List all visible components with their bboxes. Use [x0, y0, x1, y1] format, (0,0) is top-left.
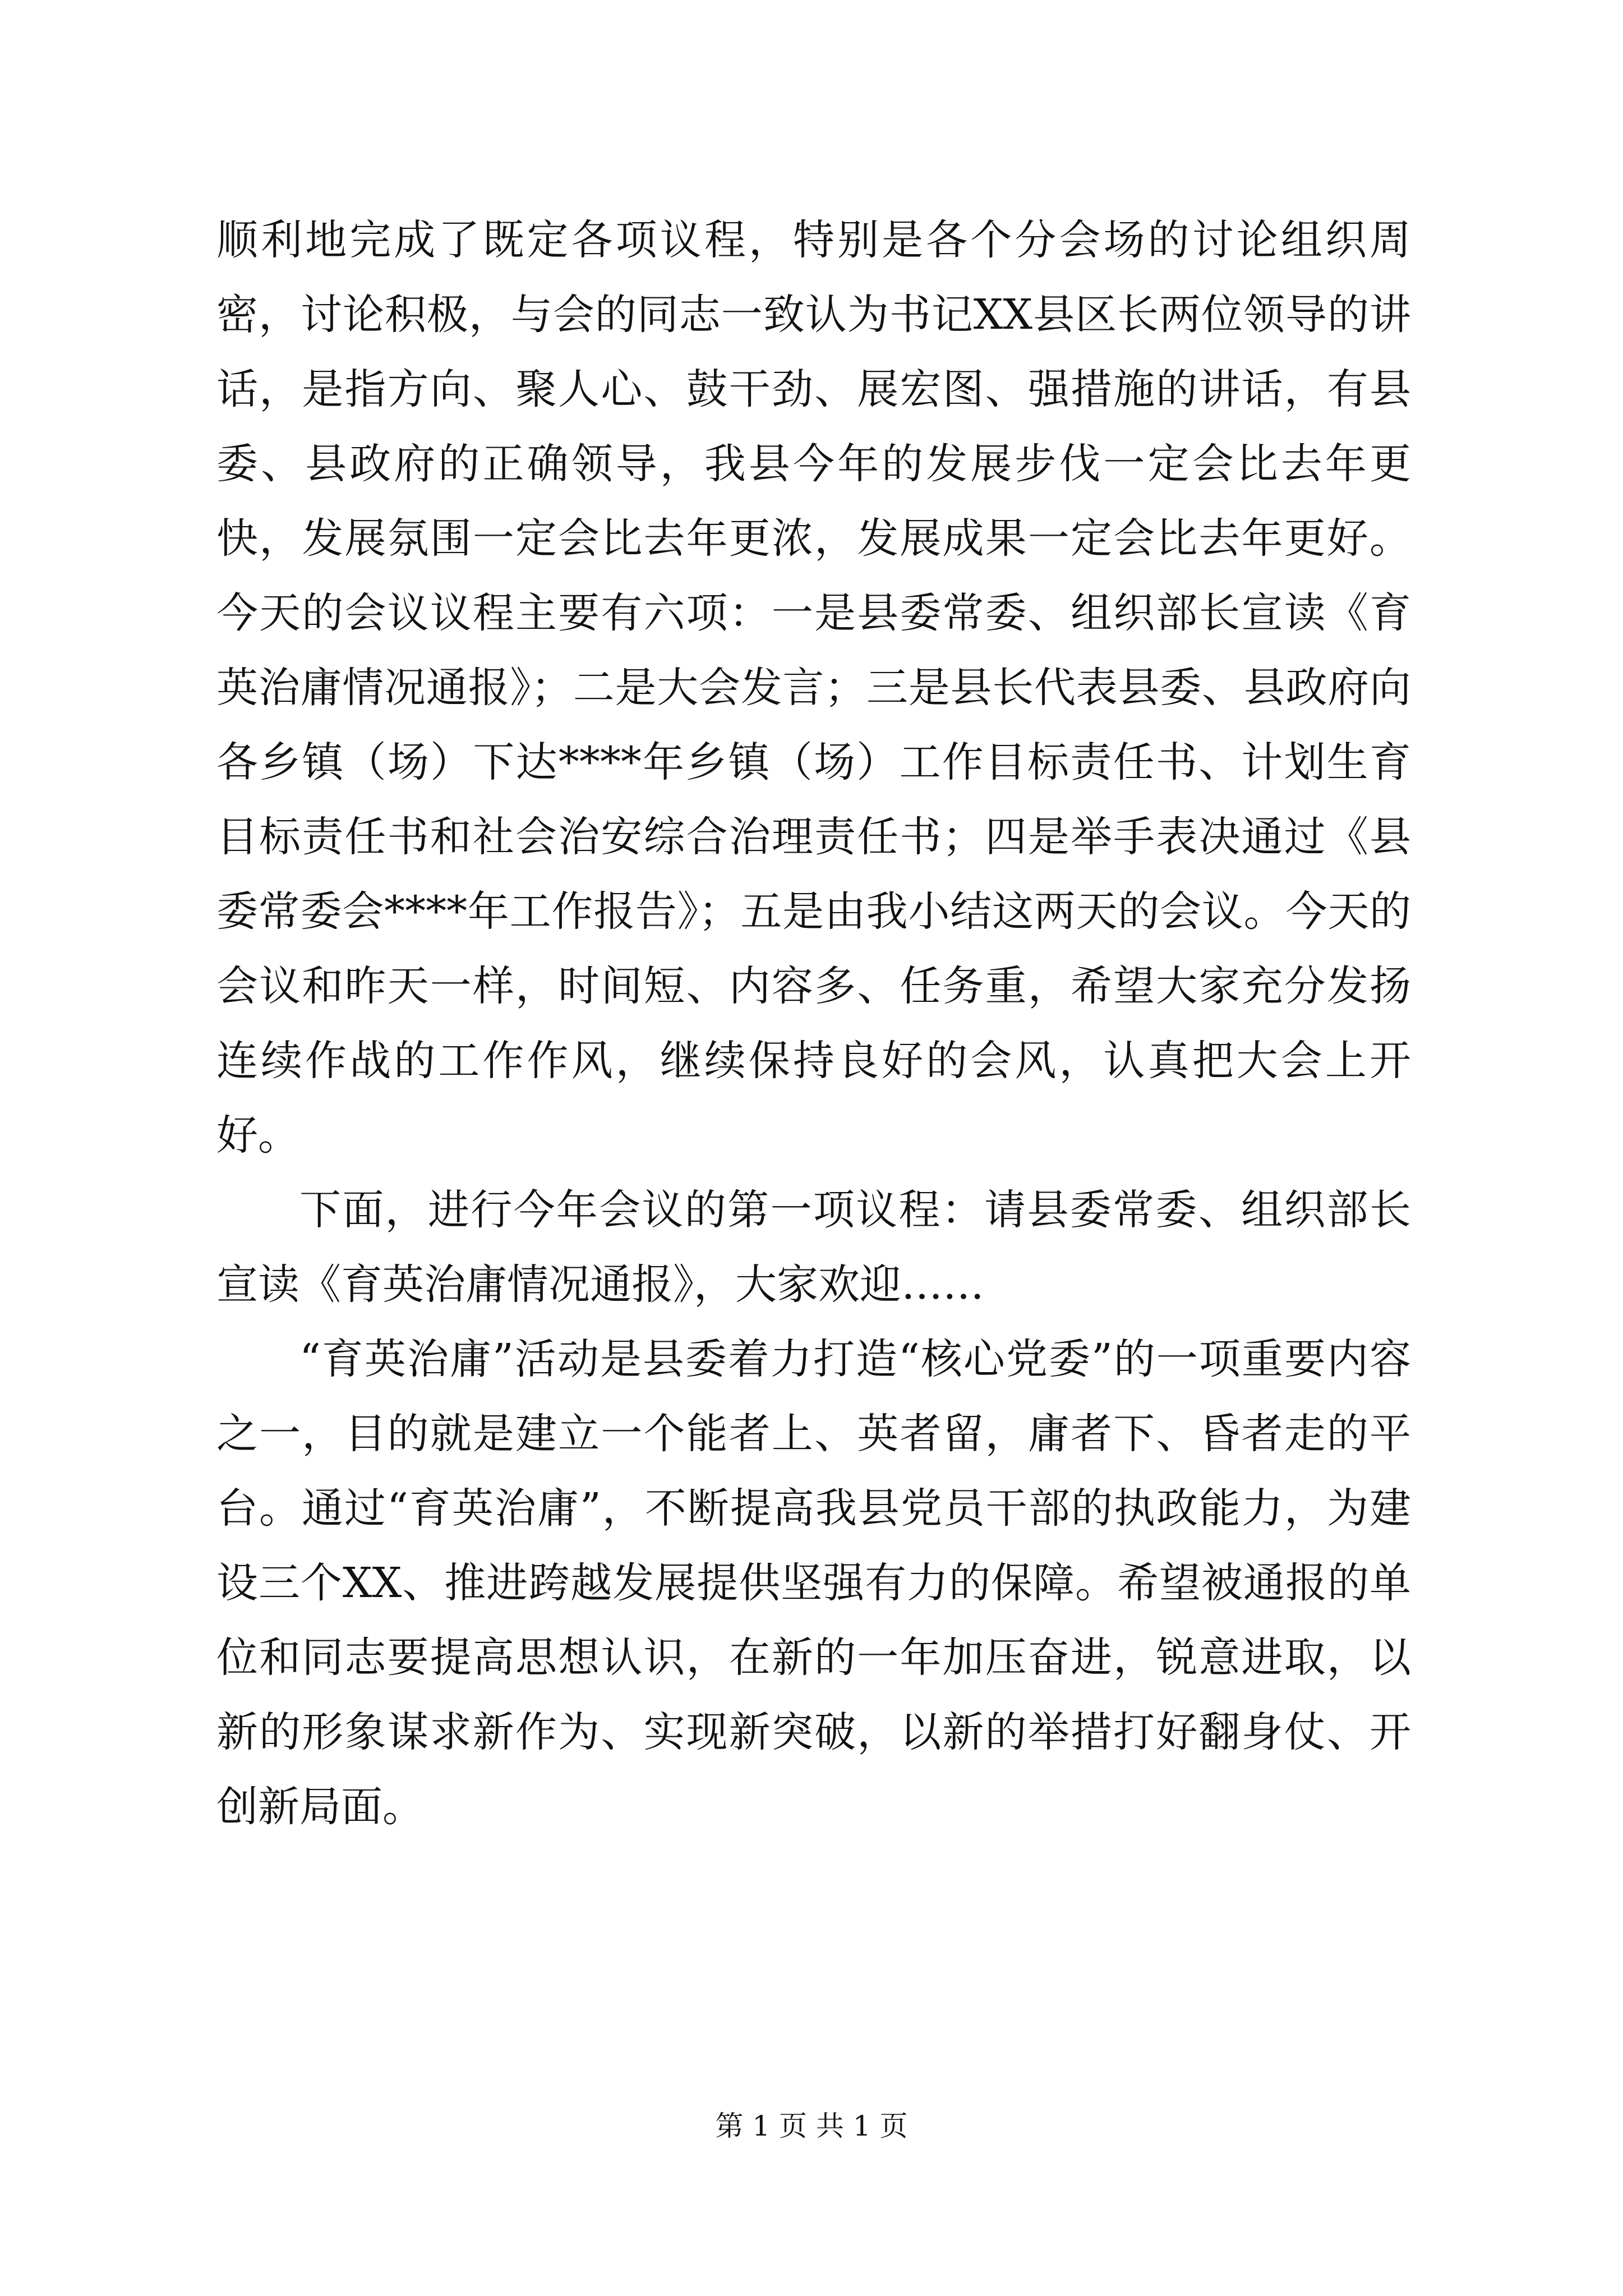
document-body — [216, 203, 1411, 1844]
paragraph-2: 下面，进行今年会议的第一项议程：请县委常委、组织部长宣读《育英治庸情况通报》，大家欢迎…… — [216, 1186, 1411, 1309]
paragraph-1: 顺利地完成了既定各项议程，特别是各个分会场的讨论组织周密，讨论积极，与会的同志一致认为书记XX县区长两位领导的讲话，是指方向、聚人心、鼓干劲、展宏图、强措施的讲话，有县委、县政府的正确领导，我县今年的发展步伐一定会比去年更快，发展氛围一定会比去年更浓，发展成果一定会比去年更好。今天的会议议程主要有六项：一是县委常委、组织部长宣读《育英治庸情况通报》；二是大会发言；三是县长代表县委、县政府向各乡镇（场）下达****年乡镇（场）工作目标责任书、计划生育目标责任书和社会治安综合治理责任书；四是举手表决通过《县委常委会****年工作报告》；五是由我小结这两天的会议。今天的会议和昨天一样，时间短、内容多、任务重，希望大家充分发扬连续作战的工作作风，继续保持良好的会风，认真把大会上开好。 — [216, 216, 1411, 1159]
paragraph-3: “育英治庸”活动是县委着力打造“核心党委”的一项重要内容之一，目的就是建立一个能者上、英者留，庸者下、昏者走的平台。通过“育英治庸”，不断提高我县党员干部的执政能力，为建设三个XX、推进跨越发展提供坚强有力的保障。希望被通报的单位和同志要提高思想认识，在新的一年加压奋进，锐意进取，以新的形象谋求新作为、实现新突破，以新的举措打好翻身仗、开创新局面。 — [216, 1335, 1411, 1831]
page-number-footer: 第 1 页 共 1 页 — [715, 2110, 908, 2142]
